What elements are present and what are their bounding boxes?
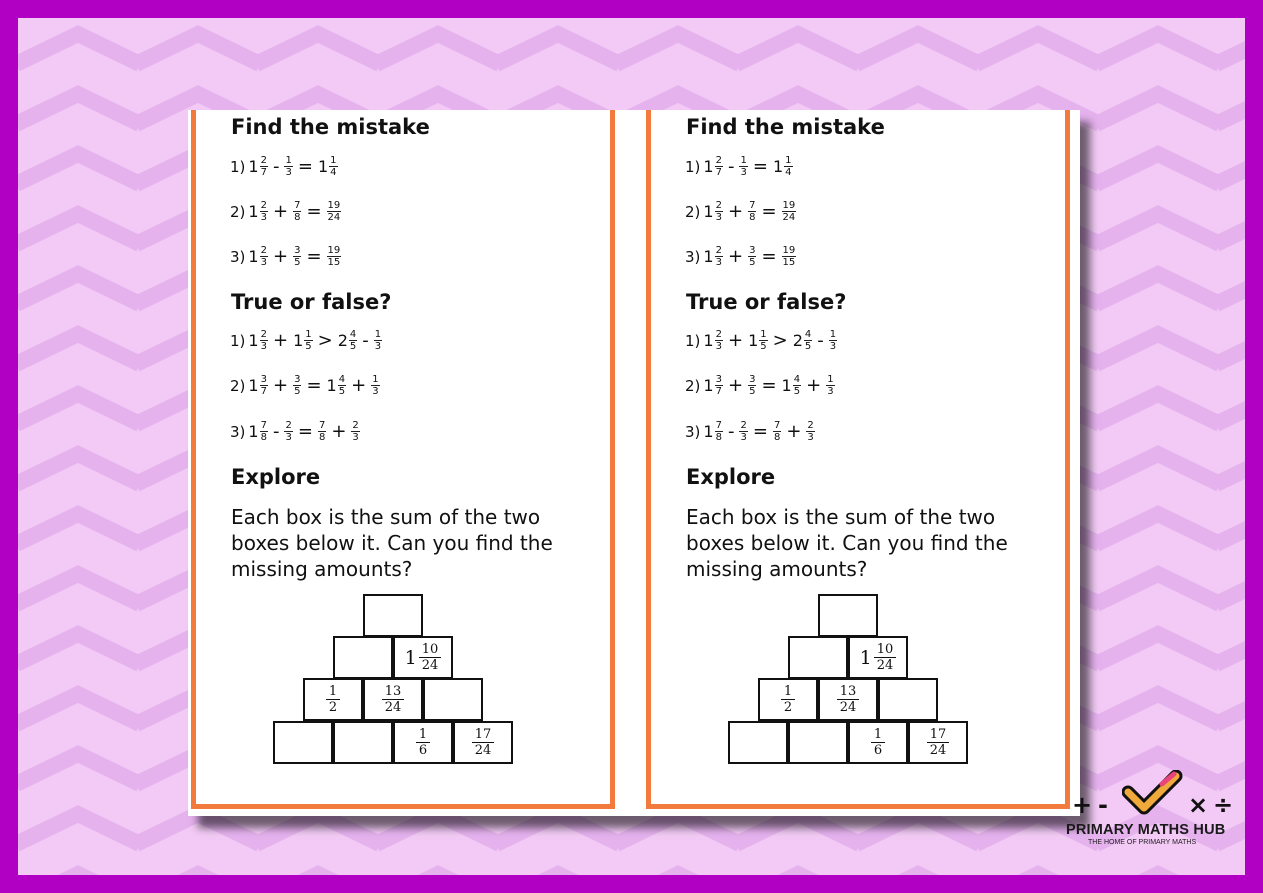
heading-true-or-false: True or false? xyxy=(686,290,847,314)
numerator: 1 xyxy=(285,155,292,166)
fraction xyxy=(416,727,430,758)
number-pyramid xyxy=(196,110,610,804)
primary-maths-hub-logo xyxy=(1058,766,1248,856)
operator: = xyxy=(752,421,768,442)
operator: + xyxy=(727,330,744,351)
numerator: 19 xyxy=(782,245,796,256)
denominator: 24 xyxy=(876,658,894,673)
heading-explore: Explore xyxy=(686,465,776,489)
denominator: 3 xyxy=(715,212,722,223)
numerator: 19 xyxy=(327,245,341,256)
denominator: 3 xyxy=(260,257,267,268)
denominator: 7 xyxy=(260,167,267,178)
whole-number: 1 xyxy=(248,202,259,221)
pyramid-box xyxy=(303,678,363,721)
denominator: 8 xyxy=(715,432,722,443)
operator: > xyxy=(317,330,333,351)
denominator: 24 xyxy=(782,212,796,223)
operator: + xyxy=(331,421,347,442)
numerator: 1 xyxy=(416,727,430,743)
numerator: 3 xyxy=(715,374,722,385)
numerator: 13 xyxy=(837,684,860,700)
numerator: 2 xyxy=(715,245,722,256)
denominator: 24 xyxy=(929,743,947,758)
numerator: 3 xyxy=(260,374,267,385)
whole-number: 1 xyxy=(317,157,329,176)
denominator: 8 xyxy=(749,212,756,223)
pyramid-box xyxy=(818,678,878,721)
denominator: 2 xyxy=(783,700,793,715)
denominator: 6 xyxy=(418,743,428,758)
numerator: 3 xyxy=(749,374,756,385)
denominator: 5 xyxy=(793,386,801,397)
denominator: 7 xyxy=(260,386,267,397)
denominator: 5 xyxy=(338,386,346,397)
denominator: 2 xyxy=(328,700,338,715)
operator: > xyxy=(772,330,788,351)
numerator: 3 xyxy=(294,374,301,385)
whole-number: 1 xyxy=(859,646,872,669)
numerator: 3 xyxy=(749,245,756,256)
numerator: 7 xyxy=(749,200,756,211)
whole-number: 2 xyxy=(792,331,803,350)
denominator: 5 xyxy=(804,341,812,352)
operator: + xyxy=(272,201,289,222)
numerator: 2 xyxy=(715,155,722,166)
pyramid-box xyxy=(393,636,453,679)
pyramid-box xyxy=(333,636,393,679)
numerator: 17 xyxy=(472,727,495,743)
numerator: 2 xyxy=(285,420,292,431)
question-number: 1) xyxy=(685,157,701,176)
pyramid-box xyxy=(788,636,848,679)
explore-instructions: Each box is the sum of the two boxes below it. Can you find the missing amounts? xyxy=(686,505,1008,581)
fraction xyxy=(326,684,340,715)
numerator: 7 xyxy=(294,200,301,211)
operator: = xyxy=(297,421,313,442)
numerator: 1 xyxy=(760,329,767,340)
minus-symbol: - xyxy=(1098,791,1108,819)
question-number: 1) xyxy=(230,157,246,176)
denominator: 5 xyxy=(294,386,301,397)
denominator: 3 xyxy=(260,212,267,223)
heading-find-the-mistake: Find the mistake xyxy=(231,115,430,139)
pyramid-box xyxy=(848,636,908,679)
denominator: 5 xyxy=(749,386,756,397)
numerator: 2 xyxy=(352,420,359,431)
question-number: 1) xyxy=(230,331,246,350)
denominator: 3 xyxy=(715,257,722,268)
denominator: 24 xyxy=(839,700,857,715)
denominator: 3 xyxy=(285,432,292,443)
whole-number: 1 xyxy=(293,331,304,350)
numerator: 1 xyxy=(374,329,382,340)
denominator: 4 xyxy=(330,167,337,178)
question-number: 3) xyxy=(685,422,701,441)
numerator: 2 xyxy=(807,420,814,431)
operator: - xyxy=(727,156,735,177)
numerator: 7 xyxy=(318,420,326,431)
operator: + xyxy=(727,201,744,222)
numerator: 2 xyxy=(715,200,722,211)
worksheet-card-right xyxy=(646,110,1070,809)
plus-symbol: + xyxy=(1072,791,1093,819)
question-number: 2) xyxy=(230,202,246,221)
denominator: 3 xyxy=(352,432,359,443)
numerator: 2 xyxy=(260,155,267,166)
operator: = xyxy=(761,375,777,396)
numerator: 10 xyxy=(419,642,442,658)
numerator: 7 xyxy=(260,420,267,431)
question-number: 2) xyxy=(685,202,701,221)
question-number: 2) xyxy=(685,376,701,395)
pyramid-box xyxy=(878,678,938,721)
denominator: 3 xyxy=(374,341,382,352)
operator: - xyxy=(272,421,280,442)
worksheet-sheet xyxy=(188,110,1080,816)
fraction xyxy=(472,727,495,758)
whole-number: 2 xyxy=(337,331,348,350)
denominator: 3 xyxy=(715,341,722,352)
whole-number: 1 xyxy=(772,157,784,176)
denominator: 15 xyxy=(782,257,796,268)
numerator: 1 xyxy=(829,329,837,340)
pyramid-box xyxy=(788,721,848,764)
denominator: 5 xyxy=(305,341,312,352)
numerator: 1 xyxy=(740,155,747,166)
operator: - xyxy=(272,156,280,177)
operator: + xyxy=(727,246,744,267)
numerator: 4 xyxy=(793,374,801,385)
numerator: 10 xyxy=(874,642,897,658)
operator: - xyxy=(727,421,735,442)
denominator: 15 xyxy=(327,257,341,268)
numerator: 1 xyxy=(871,727,885,743)
numerator: 13 xyxy=(382,684,405,700)
numerator: 1 xyxy=(305,329,312,340)
pyramid-box xyxy=(333,721,393,764)
operator: = xyxy=(761,201,777,222)
whole-number: 1 xyxy=(703,157,714,176)
operator: = xyxy=(761,246,777,267)
question-number: 1) xyxy=(685,331,701,350)
denominator: 7 xyxy=(715,386,722,397)
check-mark-icon xyxy=(1122,770,1186,816)
denominator: 3 xyxy=(740,432,747,443)
numerator: 3 xyxy=(294,245,301,256)
pyramid-box xyxy=(908,721,968,764)
denominator: 3 xyxy=(260,341,267,352)
denominator: 8 xyxy=(260,432,267,443)
numerator: 2 xyxy=(260,245,267,256)
whole-number: 1 xyxy=(703,247,714,266)
operator: = xyxy=(752,156,768,177)
fraction xyxy=(874,642,897,673)
whole-number: 1 xyxy=(703,376,714,395)
denominator: 24 xyxy=(421,658,439,673)
pyramid-box xyxy=(758,678,818,721)
numerator: 7 xyxy=(773,420,781,431)
denominator: 24 xyxy=(384,700,402,715)
pyramid-box xyxy=(363,678,423,721)
operator: - xyxy=(362,330,369,351)
operator: + xyxy=(272,375,289,396)
fraction xyxy=(871,727,885,758)
operator: + xyxy=(272,246,289,267)
numerator: 2 xyxy=(715,329,722,340)
denominator: 4 xyxy=(785,167,792,178)
operator: + xyxy=(806,375,822,396)
number-pyramid xyxy=(651,110,1065,804)
pyramid-box xyxy=(363,594,423,637)
chevron-background xyxy=(18,18,1245,875)
question-number: 3) xyxy=(230,422,246,441)
operator: = xyxy=(297,156,313,177)
denominator: 3 xyxy=(827,386,834,397)
fraction xyxy=(927,727,950,758)
numerator: 1 xyxy=(781,684,795,700)
denominator: 5 xyxy=(349,341,357,352)
whole-number: 1 xyxy=(248,157,259,176)
denominator: 3 xyxy=(740,167,747,178)
denominator: 3 xyxy=(285,167,292,178)
numerator: 17 xyxy=(927,727,950,743)
multiply-symbol: × xyxy=(1188,791,1209,819)
numerator: 4 xyxy=(349,329,357,340)
whole-number: 1 xyxy=(326,376,337,395)
operator: + xyxy=(351,375,367,396)
denominator: 3 xyxy=(807,432,814,443)
whole-number: 1 xyxy=(404,646,417,669)
operator: - xyxy=(817,330,824,351)
pyramid-box xyxy=(728,721,788,764)
worksheet-card-left xyxy=(191,110,615,809)
pyramid-box xyxy=(273,721,333,764)
numerator: 19 xyxy=(327,200,341,211)
whole-number: 1 xyxy=(703,422,714,441)
pyramid-box xyxy=(818,594,878,637)
numerator: 1 xyxy=(330,155,337,166)
operator: = xyxy=(306,375,322,396)
numerator: 1 xyxy=(785,155,792,166)
operator: + xyxy=(727,375,744,396)
denominator: 5 xyxy=(760,341,767,352)
fraction xyxy=(419,642,442,673)
denominator: 6 xyxy=(873,743,883,758)
pyramid-box xyxy=(393,721,453,764)
whole-number: 1 xyxy=(248,376,259,395)
logo-title: PRIMARY MATHS HUB xyxy=(1066,822,1226,838)
denominator: 5 xyxy=(749,257,756,268)
numerator: 19 xyxy=(782,200,796,211)
whole-number: 1 xyxy=(703,202,714,221)
whole-number: 1 xyxy=(781,376,792,395)
whole-number: 1 xyxy=(248,247,259,266)
denominator: 5 xyxy=(294,257,301,268)
numerator: 4 xyxy=(804,329,812,340)
numerator: 2 xyxy=(260,329,267,340)
operator: = xyxy=(306,246,322,267)
question-number: 3) xyxy=(685,247,701,266)
denominator: 8 xyxy=(318,432,326,443)
fraction xyxy=(382,684,405,715)
operator: = xyxy=(306,201,322,222)
pyramid-box xyxy=(453,721,513,764)
fraction xyxy=(781,684,795,715)
whole-number: 1 xyxy=(748,331,759,350)
divide-symbol: ÷ xyxy=(1213,791,1234,819)
operator: + xyxy=(272,330,289,351)
numerator: 2 xyxy=(260,200,267,211)
denominator: 24 xyxy=(327,212,341,223)
operator: + xyxy=(786,421,802,442)
explore-instructions: Each box is the sum of the two boxes below it. Can you find the missing amounts? xyxy=(231,505,553,581)
denominator: 3 xyxy=(829,341,837,352)
numerator: 2 xyxy=(740,420,747,431)
heading-explore: Explore xyxy=(231,465,321,489)
denominator: 24 xyxy=(474,743,492,758)
numerator: 1 xyxy=(372,374,379,385)
numerator: 4 xyxy=(338,374,346,385)
denominator: 8 xyxy=(773,432,781,443)
whole-number: 1 xyxy=(248,331,259,350)
heading-find-the-mistake: Find the mistake xyxy=(686,115,885,139)
denominator: 7 xyxy=(715,167,722,178)
fraction xyxy=(837,684,860,715)
numerator: 1 xyxy=(827,374,834,385)
logo-subtitle: THE HOME OF PRIMARY MATHS xyxy=(1088,839,1197,846)
pyramid-box xyxy=(423,678,483,721)
numerator: 7 xyxy=(715,420,722,431)
heading-true-or-false: True or false? xyxy=(231,290,392,314)
denominator: 8 xyxy=(294,212,301,223)
numerator: 1 xyxy=(326,684,340,700)
question-number: 3) xyxy=(230,247,246,266)
whole-number: 1 xyxy=(248,422,259,441)
pyramid-box xyxy=(848,721,908,764)
denominator: 3 xyxy=(372,386,379,397)
question-number: 2) xyxy=(230,376,246,395)
whole-number: 1 xyxy=(703,331,714,350)
